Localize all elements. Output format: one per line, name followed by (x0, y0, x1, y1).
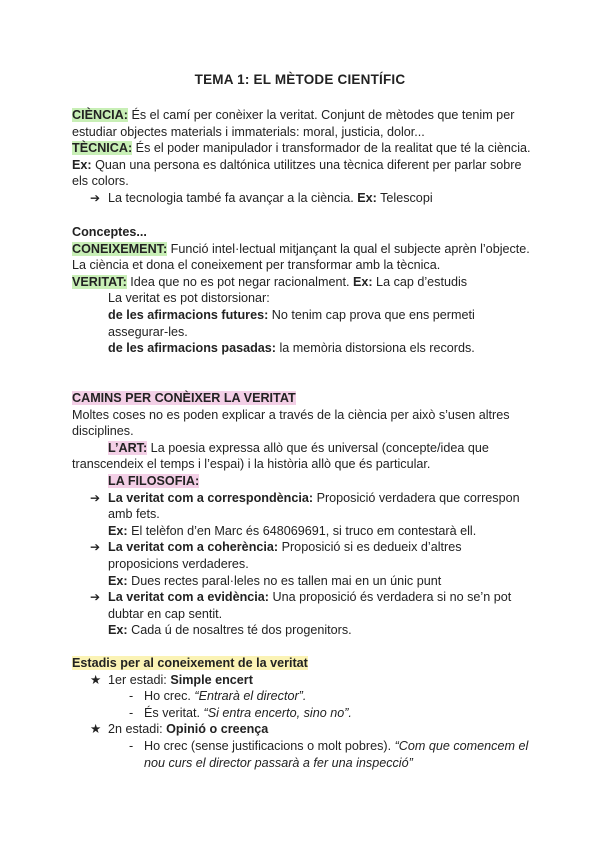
dash-icon: - (129, 738, 134, 753)
definitions-section (72, 107, 532, 207)
stages-heading: Estadis per al coneixement de la veritat (72, 656, 308, 670)
truth-item-body (108, 589, 532, 622)
veritat-label: VERITAT: (72, 274, 127, 289)
truth-item-label: La veritat com a evidència: (108, 590, 269, 605)
futures-text: No tenim cap prova que ens permeti assegurar-les. (108, 307, 475, 339)
example-label: Ex: (108, 623, 128, 638)
ciencia-label: CIÈNCIA: (72, 108, 128, 122)
veritat-paragraph (72, 274, 532, 291)
truth-item-text: Proposició si es dedueix d’altres proposicions verdaderes. (108, 540, 462, 571)
pasades-paragraph (72, 340, 532, 357)
ciencia-text: És el camí per conèixer la veritat. Conjunt de mètodes que tenim per estudiar objectes materials i immaterials: moral, justicia, dolor... (72, 108, 515, 139)
paths-heading: CAMINS PER CONÈIXER LA VERITAT (72, 391, 296, 405)
futures-paragraph (72, 307, 532, 340)
technology-example-text: Telescopi (376, 190, 433, 205)
example-text: El telèfon d’en Marc és 648069691, si truco em contestarà ell. (127, 523, 477, 538)
sub-text: Ho crec. (144, 689, 195, 704)
filosofia-label: LA FILOSOFIA: (108, 473, 200, 488)
star-icon: ★ (90, 722, 102, 737)
dash-icon: - (129, 705, 134, 720)
truth-item-example (108, 523, 532, 540)
coneixement-label: CONEIXEMENT: (72, 241, 168, 256)
stage-1-sub-2 (72, 705, 532, 722)
truth-item-text: Una proposició és verdadera si no se’n pot dubtar en cap sentit. (108, 590, 512, 621)
technology-bullet (72, 190, 532, 207)
stage-label: Opinió o creença (166, 722, 269, 737)
pasades-text: la memòria distorsiona els records. (276, 341, 475, 356)
stage-prefix: 2n estadi: (108, 722, 167, 737)
concepts-heading: Conceptes... (72, 225, 147, 239)
truth-item-example (108, 573, 532, 590)
technology-example-label: Ex: (357, 190, 377, 205)
tecnica-label: TÈCNICA: (72, 141, 133, 156)
truth-item-body (108, 490, 532, 523)
pasades-label: de les afirmacions pasadas: (108, 341, 276, 356)
dash-icon: - (129, 689, 134, 704)
stage-1-sub-1 (72, 688, 532, 705)
veritat-example-text: La cap d’estudis (372, 274, 468, 289)
truth-item-body (108, 539, 532, 572)
stages-heading-line (72, 655, 532, 672)
paths-intro: Moltes coses no es poden explicar a través de la ciència per això s’usen altres disciplines. (72, 407, 510, 439)
example-text: Dues rectes paral·leles no es tallen mai en un únic punt (127, 573, 442, 588)
tecnica-text: És el poder manipulador i transformador de la realitat que té la ciència. (132, 141, 531, 156)
filosofia-line (72, 473, 532, 490)
sub-quote: “Si entra encerto, sino no”. (203, 705, 352, 720)
example-text: Cada ú de nosaltres té dos progenitors. (127, 623, 352, 638)
truth-item-label: La veritat com a coherència: (108, 540, 279, 555)
truth-item-coherence (72, 539, 532, 589)
technology-text: La tecnologia també fa avançar a la ciència. (108, 190, 358, 205)
tecnica-example-text: Quan una persona es daltónica utilitzes una tècnica diferent per parlar sobre els colors. (72, 157, 522, 189)
star-icon: ★ (90, 672, 102, 687)
truth-item-example (108, 622, 532, 639)
sub-quote: “Entrarà el director”. (194, 689, 307, 704)
arrow-icon: ➔ (90, 190, 101, 205)
truth-item-text: Proposició verdadera que correspon amb fets. (108, 490, 520, 522)
concepts-section (72, 224, 532, 357)
art-text: La poesia expressa allò que és universal (concepte/idea que transcendeix el temps i l’espai) i la història allò que és particular. (72, 440, 489, 472)
truth-item-label: La veritat com a correspondència: (108, 490, 314, 505)
stage-1 (72, 672, 532, 689)
distorsionar-line: La veritat es pot distorsionar: (108, 291, 270, 306)
page-title: TEMA 1: EL MÈTODE CIENTÍFIC (194, 72, 406, 87)
coneixement-text: Funció intel·lectual mitjançant la qual el subjecte aprèn l’objecte. La ciència et dona el coneixement per transformar amb la tècnica. (72, 241, 530, 273)
truth-item-correspondence (72, 490, 532, 540)
stage-label: Simple encert (170, 672, 253, 687)
futures-label: de les afirmacions futures: (108, 307, 269, 322)
example-label: Ex: (108, 573, 128, 588)
art-paragraph (72, 440, 532, 473)
sub-quote: “Com que comencem el nou curs el director passarà a fer una inspecció” (144, 738, 529, 770)
veritat-example-label: Ex: (352, 274, 373, 289)
stage-2-sub-1 (72, 738, 532, 771)
stage-2 (72, 721, 532, 738)
ciencia-paragraph (72, 107, 532, 140)
stages-section (72, 655, 532, 771)
sub-text: Ho crec (sense justificacions o molt pobres). (144, 738, 395, 753)
veritat-text: Idea que no es pot negar racionalment. (126, 274, 353, 289)
paths-heading-line (72, 390, 532, 407)
arrow-icon: ➔ (90, 490, 101, 505)
tecnica-paragraph (72, 140, 532, 190)
art-label: L’ART: (108, 440, 148, 455)
arrow-icon: ➔ (90, 540, 101, 555)
truth-item-evidence (72, 589, 532, 639)
arrow-icon: ➔ (90, 590, 101, 605)
sub-text: És veritat. (144, 705, 204, 720)
coneixement-paragraph (72, 241, 532, 274)
example-label: Ex: (108, 523, 128, 538)
stage-prefix: 1er estadi: (108, 672, 171, 687)
tecnica-example-label: Ex: (72, 157, 92, 172)
paths-section (72, 390, 532, 639)
